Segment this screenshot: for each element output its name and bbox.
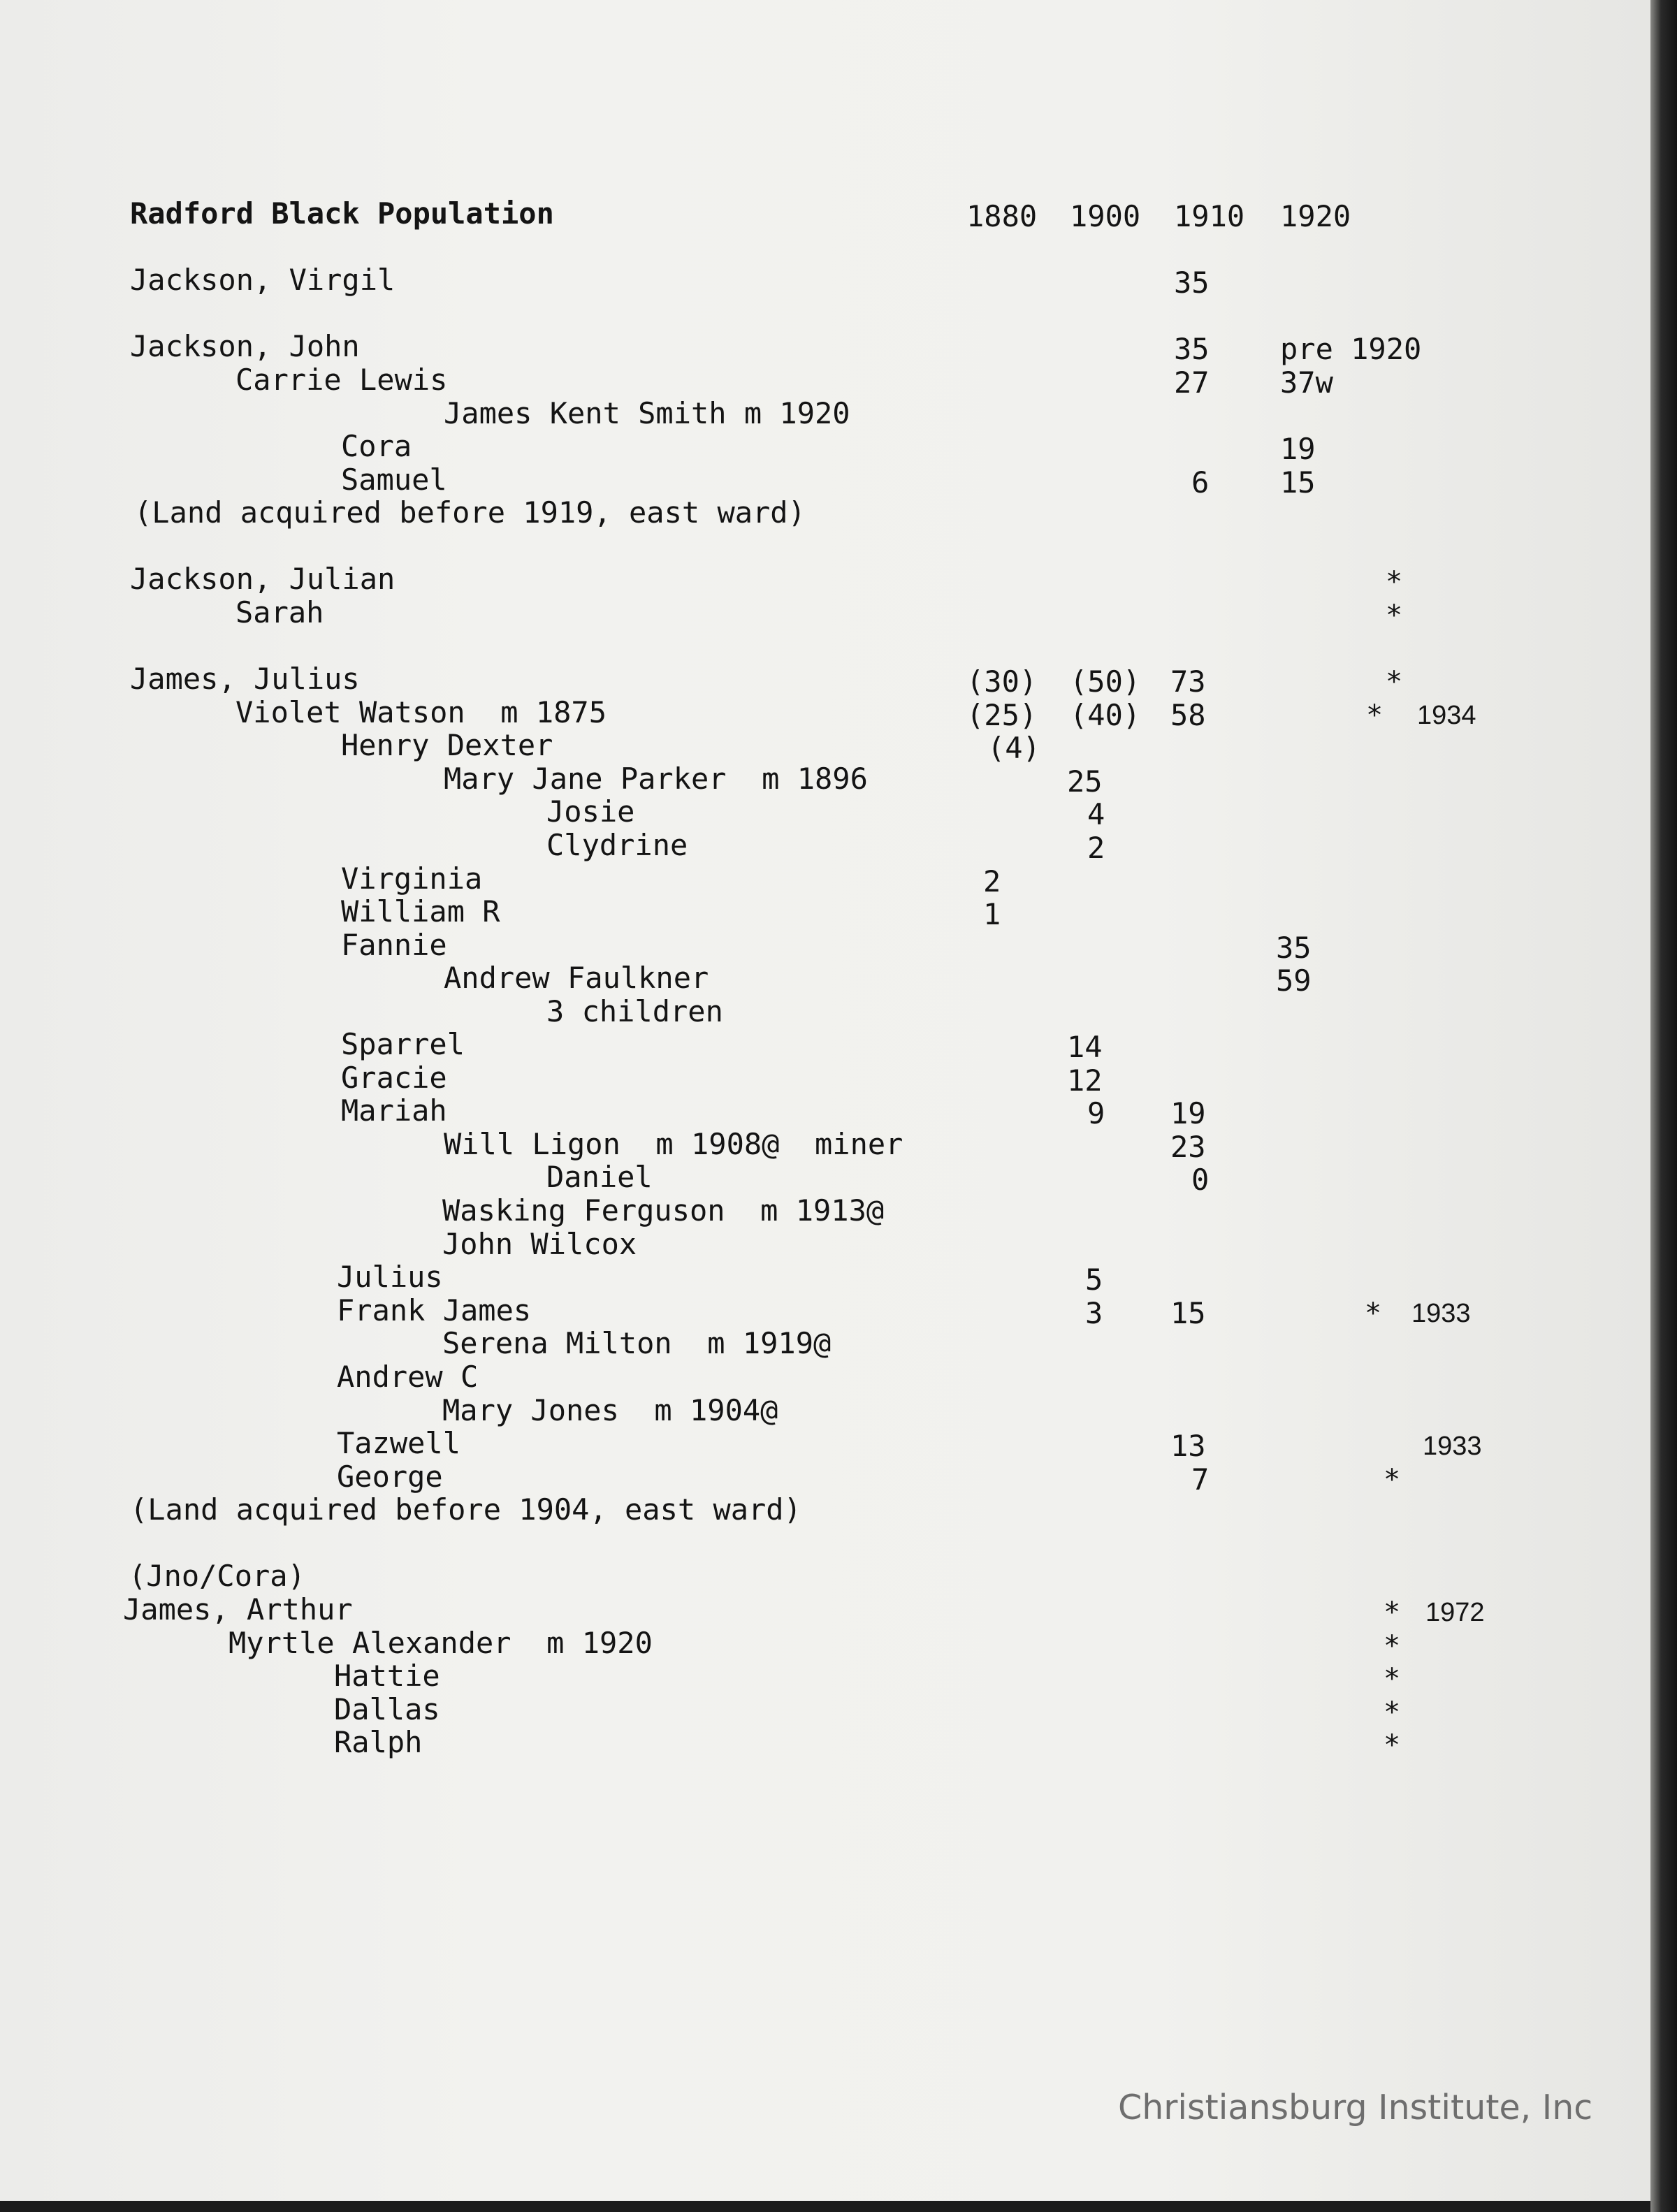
entry-1900: 9: [1087, 1096, 1105, 1130]
entry-1900: 3: [1085, 1296, 1103, 1330]
entry-name: Tazwell: [337, 1426, 461, 1460]
entry-1910: 73: [1170, 664, 1206, 699]
entry-1910: 58: [1170, 698, 1206, 732]
entry-name: Ralph: [334, 1725, 423, 1759]
entry-1920: 19: [1280, 432, 1316, 466]
entry-name: James, Arthur: [123, 1592, 353, 1627]
entry-1900: 2: [1087, 831, 1105, 865]
land-note: (Land acquired before 1904, east ward): [130, 1492, 801, 1527]
entry-1910: 19: [1170, 1096, 1206, 1130]
entry-1920: *: [1386, 666, 1403, 698]
entry-name: Violet Watson m 1875: [235, 695, 607, 729]
entry-1900: 6: [1191, 465, 1210, 500]
entry-name: (Jno/Cora): [129, 1559, 305, 1593]
entry-1910: 15: [1170, 1296, 1206, 1330]
entry-name: Josie: [546, 794, 635, 829]
entry-1920: 35: [1276, 931, 1312, 965]
entry-name: Sarah: [235, 595, 324, 630]
year-header-1920: 1920: [1280, 199, 1351, 233]
entry-1920: *: [1384, 1630, 1401, 1662]
entry-1880: (25): [966, 698, 1038, 732]
entry-1900: 14: [1067, 1030, 1103, 1064]
entry-name: Dallas: [334, 1692, 440, 1726]
entry-1920: *: [1384, 1464, 1401, 1496]
entry-1900: 25: [1067, 764, 1103, 799]
entry-name: Clydrine: [546, 828, 688, 862]
entry-name: Jackson, Julian: [130, 562, 395, 596]
entry-name: Cora: [341, 429, 412, 463]
entry-1910: 7: [1191, 1462, 1210, 1497]
entry-name: Daniel: [546, 1160, 653, 1194]
entry-1920: *: [1365, 1297, 1382, 1330]
entry-1910: 15: [1280, 465, 1316, 500]
document-title: Radford Black Population: [130, 196, 554, 231]
handwritten-note: 1934: [1417, 701, 1476, 730]
entry-name: Jackson, Virgil: [130, 263, 395, 297]
entry-1900: 5: [1085, 1263, 1103, 1297]
entry-1910: 35: [1174, 332, 1210, 366]
entry-1910: 13: [1170, 1429, 1206, 1463]
land-note: (Land acquired before 1919, east ward): [134, 495, 806, 530]
entry-name: George: [337, 1460, 443, 1494]
entry-name: Virginia: [341, 861, 483, 896]
year-header-1880: 1880: [966, 199, 1038, 233]
entry-name: John Wilcox: [442, 1227, 637, 1261]
entry-name: Samuel: [341, 463, 447, 497]
entry-name: Jackson, John: [130, 329, 360, 363]
year-header-1900: 1900: [1070, 199, 1141, 233]
entry-1900: (50): [1070, 664, 1141, 699]
entry-1920: *: [1384, 1596, 1401, 1629]
entry-1900: (40): [1070, 698, 1141, 732]
entry-1910: 0: [1191, 1163, 1210, 1197]
entry-name: 3 children: [546, 994, 723, 1028]
entry-1910: 23: [1170, 1130, 1206, 1164]
entry-1920: 59: [1276, 963, 1312, 998]
entry-1920: pre 1920: [1280, 332, 1422, 366]
entry-name: Julius: [337, 1260, 443, 1294]
entry-1920: *: [1386, 599, 1403, 632]
handwritten-note: 1933: [1423, 1432, 1482, 1461]
entry-name: James Kent Smith m 1920: [444, 396, 850, 430]
entry-name: Andrew Faulkner: [444, 961, 709, 995]
entry-1920: *: [1386, 566, 1403, 598]
entry-1920: *: [1366, 699, 1384, 732]
year-header-1910: 1910: [1174, 199, 1245, 233]
entry-1880: 1: [983, 897, 1001, 931]
entry-name: James, Julius: [130, 662, 360, 696]
entry-name: Will Ligon m 1908@ miner: [444, 1127, 903, 1161]
entry-1880: (4): [987, 731, 1040, 765]
entry-name: Carrie Lewis: [235, 363, 448, 397]
entry-name: Sparrel: [341, 1027, 465, 1061]
handwritten-note: 1933: [1411, 1299, 1471, 1328]
entry-1920: *: [1384, 1696, 1401, 1729]
entry-1900: 12: [1067, 1063, 1103, 1098]
page-edge-shadow: [1650, 0, 1677, 2212]
entry-name: Mary Jones m 1904@: [442, 1393, 778, 1427]
page-bottom-edge: [0, 2201, 1650, 2212]
entry-name: Mariah: [341, 1093, 447, 1128]
entry-1920: 37w: [1280, 365, 1333, 400]
entry-name: Andrew C: [337, 1360, 479, 1394]
watermark-text: Christiansburg Institute, Inc: [1118, 2088, 1593, 2127]
entry-name: Hattie: [334, 1659, 440, 1693]
entry-1910: 27: [1174, 365, 1210, 400]
entry-1920: *: [1384, 1729, 1401, 1761]
entry-name: Serena Milton m 1919@: [442, 1326, 832, 1360]
entry-1900: 4: [1087, 797, 1105, 831]
entry-1880: 2: [983, 864, 1001, 898]
entry-name: Mary Jane Parker m 1896: [444, 762, 868, 796]
entry-name: William R: [341, 894, 500, 929]
entry-1910: 35: [1174, 265, 1210, 300]
entry-name: Fannie: [341, 928, 447, 962]
entry-name: Frank James: [337, 1293, 532, 1327]
handwritten-note: 1972: [1425, 1598, 1485, 1627]
entry-name: Wasking Ferguson m 1913@: [442, 1193, 885, 1228]
entry-name: Henry Dexter: [341, 728, 553, 762]
entry-1920: *: [1384, 1663, 1401, 1695]
entry-name: Myrtle Alexander m 1920: [228, 1626, 653, 1660]
entry-name: Gracie: [341, 1061, 447, 1095]
entry-1880: (30): [966, 664, 1038, 699]
